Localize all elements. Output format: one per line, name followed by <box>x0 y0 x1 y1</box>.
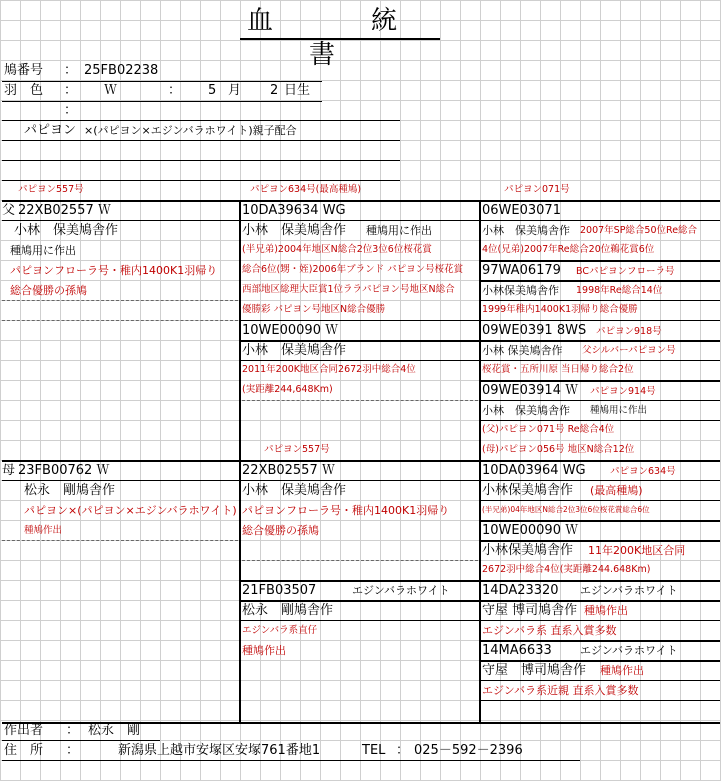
dd-s-breeder-note: 種鳩作出 <box>584 604 628 617</box>
address-label: 住 所 <box>4 743 44 758</box>
birth-month: 5 <box>208 83 217 98</box>
page-title: 血 統 書 <box>240 4 440 40</box>
ss-s-nickname: パピヨン071号 <box>504 184 570 195</box>
sd-d-ring: 09WE03914 Ｗ <box>482 383 579 398</box>
day-unit: 日生 <box>284 83 311 98</box>
ss-s-breeder: 小林 保美鳩舎作 <box>482 224 570 237</box>
ss-s-note-2: 4位(兄弟)2007年Re総合20位鵜花賞6位 <box>482 244 655 255</box>
sire-note-2: パピヨンフローラ号・稚内1400K1羽帰り <box>10 264 218 277</box>
dd-s-ring: 14DA23320 <box>482 583 559 598</box>
author-separator: ： <box>66 723 80 738</box>
sire-sire-nickname: パピヨン634号(最高種鳩) <box>250 184 362 195</box>
dam-ring: 23FB00762 Ｗ <box>18 463 110 478</box>
sire-sire-ring: 10DA39634 WG <box>242 203 346 218</box>
sd-d-ring-note: パピヨン914号 <box>590 386 656 397</box>
dam-dam-note-2: 種鳩作出 <box>242 644 286 657</box>
sire-sire-note-3: 西部地区総理大臣賞1位ララパピヨン号地区N総合 <box>242 284 455 295</box>
ds-d-ring: 10WE00090 Ｗ <box>482 523 579 538</box>
color-separator: ： <box>64 83 78 98</box>
ds-s-breeder: 小林保美鳩舎作 <box>482 483 574 498</box>
dam-dam-breeder: 松永 剛鳩舎作 <box>242 603 334 618</box>
pairing-description: ×(パピヨン×エジンバラホワイト)親子配合 <box>84 124 297 137</box>
dam-label: 母 <box>2 463 16 478</box>
sire-dam-breeder: 小林 保美鳩舎作 <box>242 343 347 358</box>
dam-dam-note-1: エジンバラ系直仔 <box>242 625 318 636</box>
sire-dam-ring: 10WE00090 Ｗ <box>242 323 339 338</box>
ds-s-ring: 10DA03964 WG <box>482 463 586 478</box>
sire-dam-note-1: 2011年200K地区合同2672羽中総合4位 <box>242 364 416 375</box>
dd-s-breeder: 守屋 博司鳩舎作 <box>482 603 578 618</box>
ring-number: 25FB02238 <box>84 63 159 78</box>
dd-s-note-1: エジンバラ系 直系入賞多数 <box>482 624 617 637</box>
sd-d-note-1: (父)パピヨン071号 Re総合4位 <box>482 424 615 435</box>
dam-note-2: 種鳩作出 <box>24 525 63 536</box>
sire-sire-note-4: 優勝彩 パピヨン号地区N総合優勝 <box>242 304 386 315</box>
ds-s-breeder-note: (最高種鳩) <box>590 484 643 497</box>
dd-d-ring-note: エジンバラホワイト <box>580 644 678 657</box>
ss-d-ring: 97WA06179 <box>482 263 561 278</box>
birth-day: 2 <box>270 83 279 98</box>
sire-dam-note-2: (実距離244,648Km) <box>242 384 333 395</box>
sire-sire-breeder-note: 種鳩用に作出 <box>366 224 432 237</box>
month-unit: 月 <box>228 83 242 98</box>
dd-d-note-1: エジンバラ系近親 直系入賞多数 <box>482 684 639 697</box>
sd-s-ring-note: パピヨン918号 <box>596 326 662 337</box>
dd-s-ring-note: エジンバラホワイト <box>580 584 678 597</box>
ss-d-breeder: 小林保美鳩舎作 <box>482 284 559 297</box>
author-label: 作出者 <box>4 723 44 738</box>
ss-d-ring-note: BCパピヨンフローラ号 <box>576 266 675 277</box>
sd-d-breeder: 小林 保美鳩舎作 <box>482 404 570 417</box>
tel-value: 025－592－2396 <box>414 743 523 758</box>
ss-d-note-1: 1999年稚内1400K1羽帰り総合優勝 <box>482 304 638 315</box>
dam-breeder: 松永 剛鳩舎作 <box>24 483 116 498</box>
dam-sire-nickname: パピヨン557号 <box>264 444 330 455</box>
sire-sire-breeder: 小林 保美鳩舎作 <box>242 223 347 238</box>
dd-d-breeder: 守屋 博司鳩舎作 <box>482 663 587 678</box>
sire-label: 父 <box>2 203 16 218</box>
dam-sire-breeder: 小林 保美鳩舎作 <box>242 483 347 498</box>
pigeon-name: パピヨン <box>24 123 77 138</box>
birth-separator: ： <box>168 83 182 98</box>
sd-s-breeder: 小林 保美鳩舎作 <box>482 344 563 357</box>
address-separator: ： <box>66 743 80 758</box>
author-name: 松永 剛 <box>88 723 141 738</box>
ring-separator: ： <box>64 63 78 78</box>
dd-d-ring: 14MA6633 <box>482 643 552 658</box>
sire-breeder: 小林 保美鳩舎作 <box>14 223 119 238</box>
sire-ring: 22XB02557 Ｗ <box>18 203 111 218</box>
sd-d-breeder-note: 種鳩用に作出 <box>590 405 648 416</box>
sd-s-note-1: 桜花賞・五所川原 当日帰り総合2位 <box>482 364 634 375</box>
sire-sire-note-1: (半兄弟)2004年地区N総合2位3位6位桜花賞 <box>242 244 432 255</box>
ss-s-note-1: 2007年SP総合50位Re総合 <box>580 225 698 236</box>
ss-s-ring: 06WE03071 <box>482 203 561 218</box>
sd-s-breeder-note: 父シルバーパピヨン号 <box>582 345 676 356</box>
sire-sire-note-2: 総合6位(甥・姪)2006年ブランド パピヨン号桜花賞 <box>242 264 464 275</box>
ds-d-breeder-note: 11年200K地区合同 <box>588 544 686 557</box>
ring-label: 鳩番号 <box>4 63 44 78</box>
address-value: 新潟県上越市安塚区安塚761番地1 <box>118 743 321 758</box>
tel-separator: ： <box>396 743 410 758</box>
sire-note-3: 総合優勝の孫鳩 <box>10 284 87 297</box>
ds-d-note-1: 2672羽中総合4位(実距離244.648Km) <box>482 564 651 575</box>
row3-separator: ： <box>64 103 78 118</box>
dam-sire-note-1: パピヨンフローラ号・稚内1400K1羽帰り <box>242 504 450 517</box>
sd-d-note-2: (母)パピヨン056号 地区N総合12位 <box>482 444 635 455</box>
ss-d-breeder-note: 1998年Re総合14位 <box>576 285 663 296</box>
ds-d-breeder: 小林保美鳩舎作 <box>482 543 574 558</box>
ds-s-note-1: (半兄弟)04年地区N総合2位3位6位桜花賞総合6位 <box>482 505 650 514</box>
sd-s-ring: 09WE0391 8WS <box>482 323 587 338</box>
tel-label: TEL <box>362 743 386 758</box>
dam-dam-color: エジンバラホワイト <box>352 584 450 597</box>
ds-s-ring-note: パピヨン634号 <box>610 466 676 477</box>
dam-note-1: パピヨン×(パピヨン×エジンバラホワイト) <box>24 504 237 517</box>
dd-d-breeder-note: 種鳩作出 <box>600 664 644 677</box>
dam-sire-note-2: 総合優勝の孫鳩 <box>242 524 319 537</box>
dam-sire-ring: 22XB02557 Ｗ <box>242 463 335 478</box>
dam-dam-ring: 21FB03507 <box>242 583 317 598</box>
sire-nickname: パピヨン557号 <box>18 184 84 195</box>
color-label: 羽 色 <box>4 83 44 98</box>
color-value: Ｗ <box>104 83 118 98</box>
sire-note-1: 種鳩用に作出 <box>10 244 76 257</box>
